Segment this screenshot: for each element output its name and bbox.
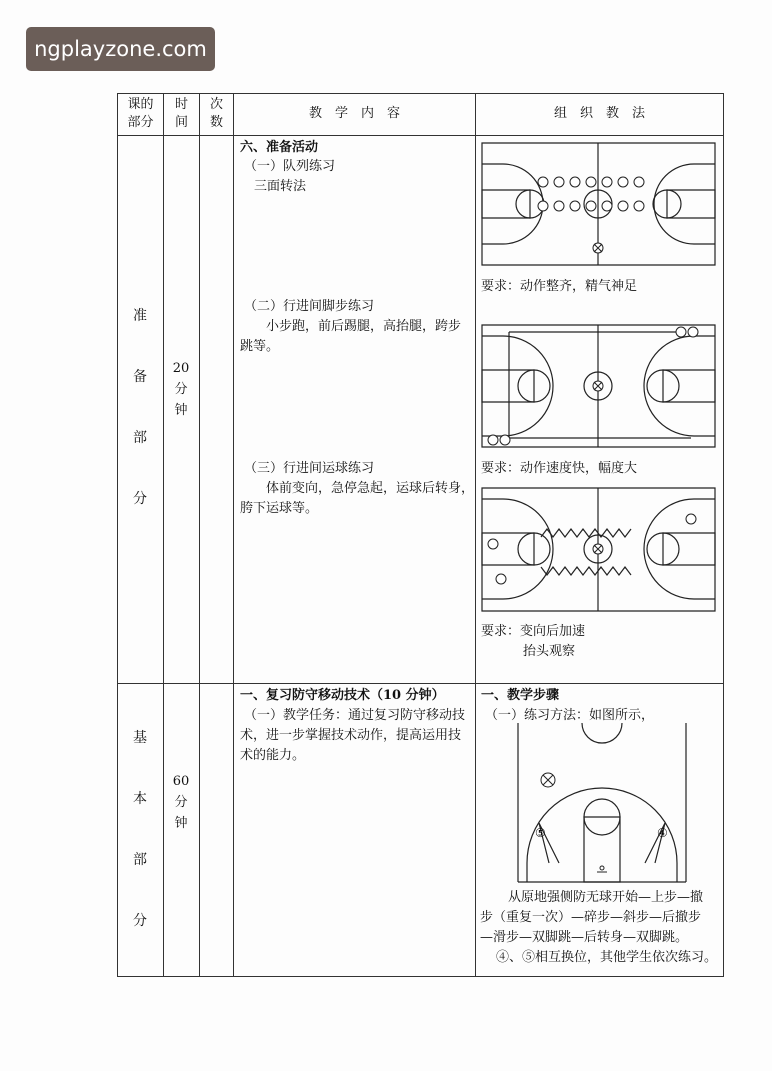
half-court-defense-diagram	[517, 723, 687, 883]
court-diagram-footwork	[481, 324, 716, 448]
prep-requirement-2: 要求：动作速度快，幅度大	[481, 461, 638, 476]
prep-item3-text: 体前变向，急停急起，运球后转身， 胯下运球等。	[240, 481, 475, 516]
prep-title: 六、准备活动	[240, 140, 319, 155]
basic-time-label: 60 分 钟	[172, 774, 190, 831]
header-section: 课的 部分	[127, 97, 154, 130]
player-4-marker: ④	[657, 826, 668, 840]
header-count: 次 数	[209, 97, 223, 130]
basic-description: 从原地强侧防无球开始—上步—撤 步（重复一次）—碎步—斜步—后撤步 —滑步—双脚跳—后转身—双脚跳。 ④、⑤相互换位，其他学生依次练习。	[480, 890, 718, 965]
court-diagram-dribbling	[481, 487, 716, 612]
basic-steps-title: 一、教学步骤	[481, 688, 560, 703]
prep-time-label: 20 分 钟	[172, 361, 190, 418]
header-content: 教 学 内 容	[308, 106, 400, 121]
player-5-marker: ⑤	[535, 826, 546, 840]
watermark: ngplayzone.com	[26, 27, 215, 71]
prep-requirement-3: 要求：变向后加速 抬头观察	[481, 624, 586, 659]
prep-item1-title: （一）队列练习	[244, 159, 336, 174]
prep-item2-text: 小步跑，前后踢腿，高抬腿，跨步 跳等。	[240, 319, 462, 354]
prep-item1-text: 三面转法	[254, 179, 307, 194]
header-time: 时 间	[174, 97, 188, 130]
basic-practice-method: （一）练习方法：如图所示，	[485, 708, 655, 723]
header-method: 组 织 教 法	[553, 106, 645, 121]
basic-section-label: 基 本 部 分	[133, 730, 147, 929]
prep-item2-title: （二）行进间脚步练习	[244, 299, 375, 314]
prep-item3-title: （三）行进间运球练习	[244, 461, 375, 476]
basic-task: （一）教学任务：通过复习防守移动技 术，进一步掌握技术动作，提高运用技 术的能力。	[240, 708, 466, 763]
basic-title: 一、复习防守移动技术（10 分钟）	[240, 688, 445, 703]
court-diagram-formation	[481, 142, 716, 266]
prep-section-label: 准 备 部 分	[133, 308, 147, 507]
prep-requirement-1: 要求：动作整齐，精气神足	[481, 279, 638, 294]
